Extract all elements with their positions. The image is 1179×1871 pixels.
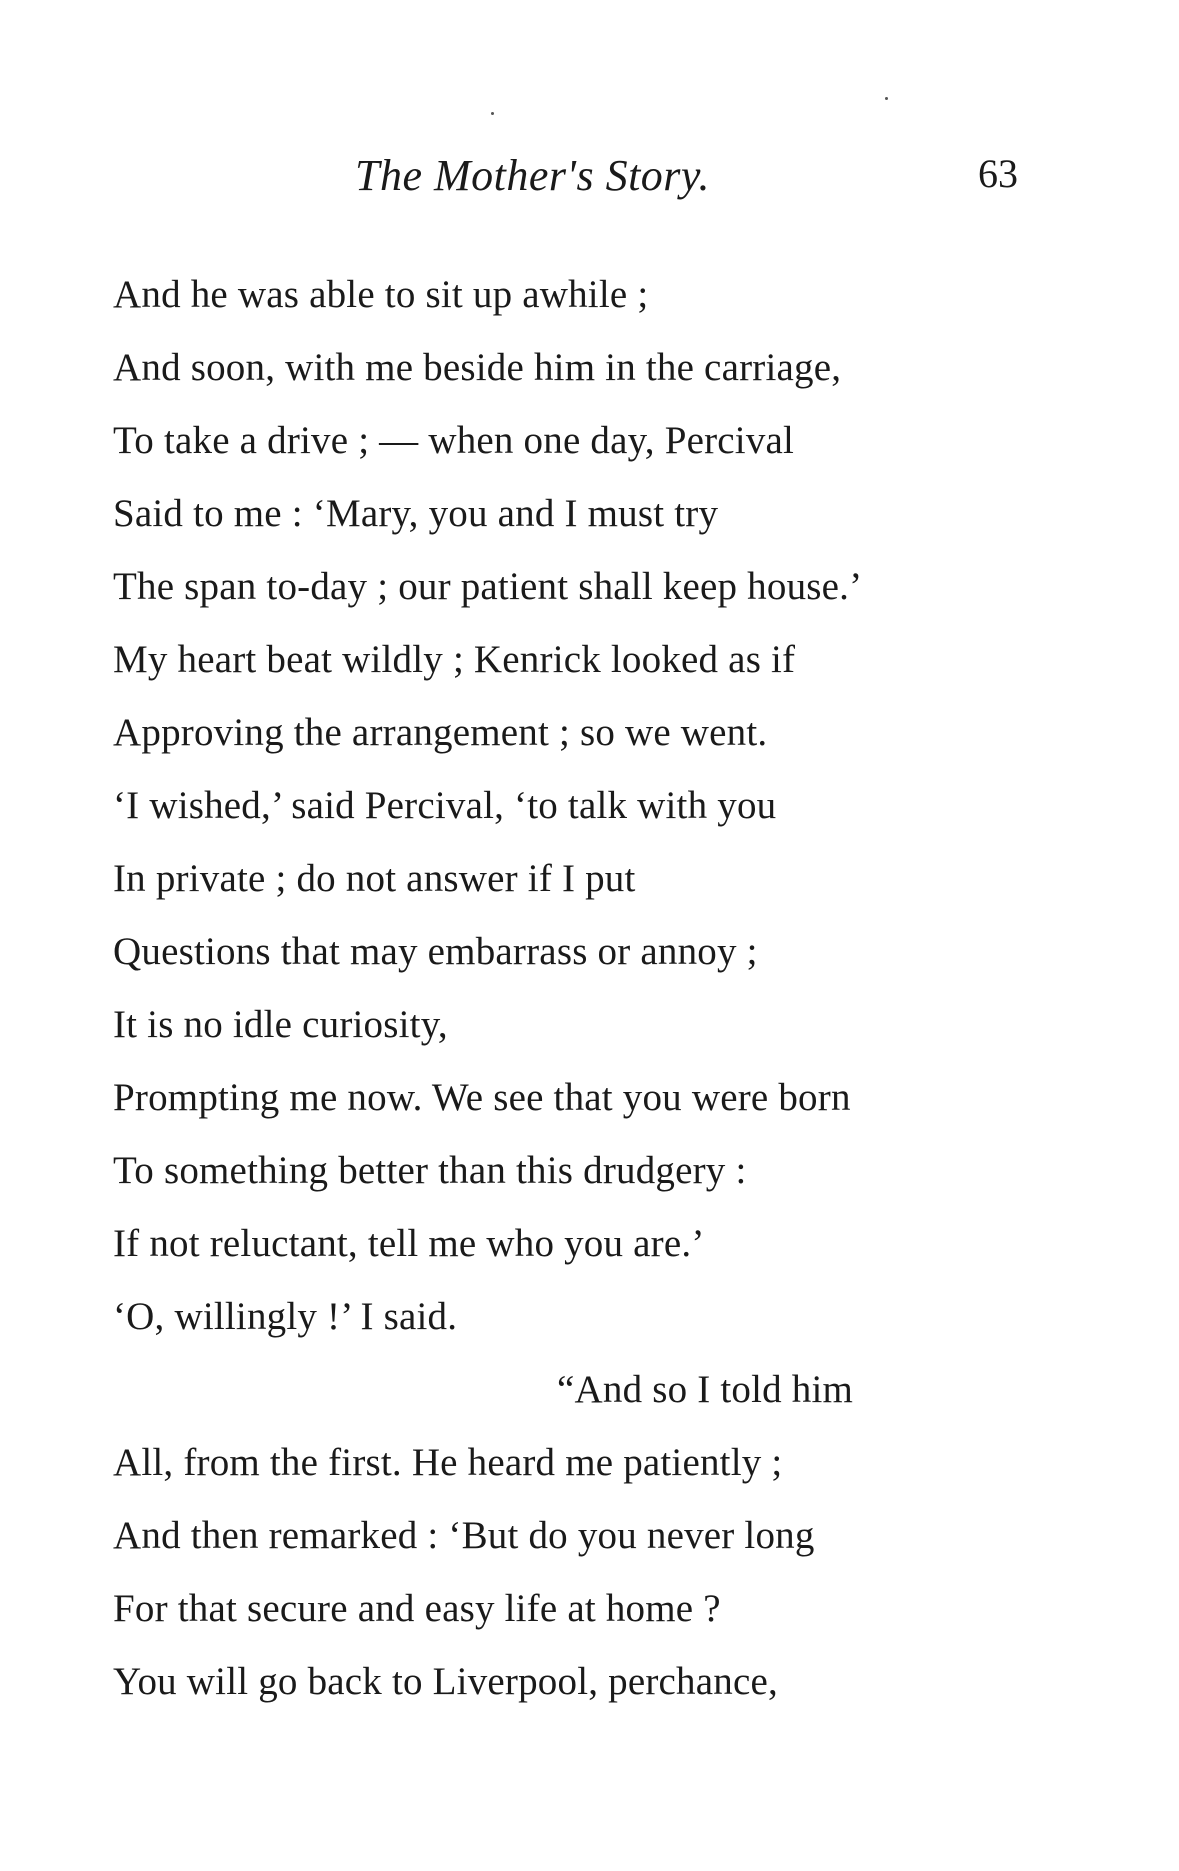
poem-line-indented: “And so I told him (557, 1368, 854, 1411)
print-speck (491, 112, 494, 115)
poem-line: And then remarked : ‘But do you never long (113, 1514, 815, 1557)
poem-line: Approving the arrangement ; so we went. (113, 711, 768, 754)
page-number: 63 (978, 151, 1018, 196)
poem-line: To something better than this drudgery : (113, 1149, 747, 1192)
poem-line: You will go back to Liverpool, perchance, (113, 1660, 778, 1703)
poem-line: And soon, with me beside him in the carriage, (113, 346, 842, 389)
running-title: The Mother's Story. (355, 151, 711, 200)
poem-line: ‘O, willingly !’ I said. (113, 1295, 458, 1338)
poem-line: Questions that may embarrass or annoy ; (113, 930, 758, 973)
poem-line: All, from the first. He heard me patiently ; (113, 1441, 783, 1484)
poem-line: In private ; do not answer if I put (113, 857, 636, 900)
poem-line: Prompting me now. We see that you were born (113, 1076, 851, 1119)
poem-line: To take a drive ; — when one day, Percival (113, 419, 795, 462)
poem-line: If not reluctant, tell me who you are.’ (113, 1222, 705, 1265)
poem-line: For that secure and easy life at home ? (113, 1587, 721, 1630)
poem-line: My heart beat wildly ; Kenrick looked as if (113, 638, 796, 681)
print-speck (885, 97, 888, 100)
poem-text (113, 258, 1073, 1718)
poem-line: The span to-day ; our patient shall keep house.’ (113, 565, 863, 608)
running-head (0, 150, 1179, 210)
poem-line: Said to me : ‘Mary, you and I must try (113, 492, 719, 535)
poem-line: And he was able to sit up awhile ; (113, 273, 649, 316)
poem-line: It is no idle curiosity, (113, 1003, 448, 1046)
poem-line: ‘I wished,’ said Percival, ‘to talk with you (113, 784, 777, 827)
